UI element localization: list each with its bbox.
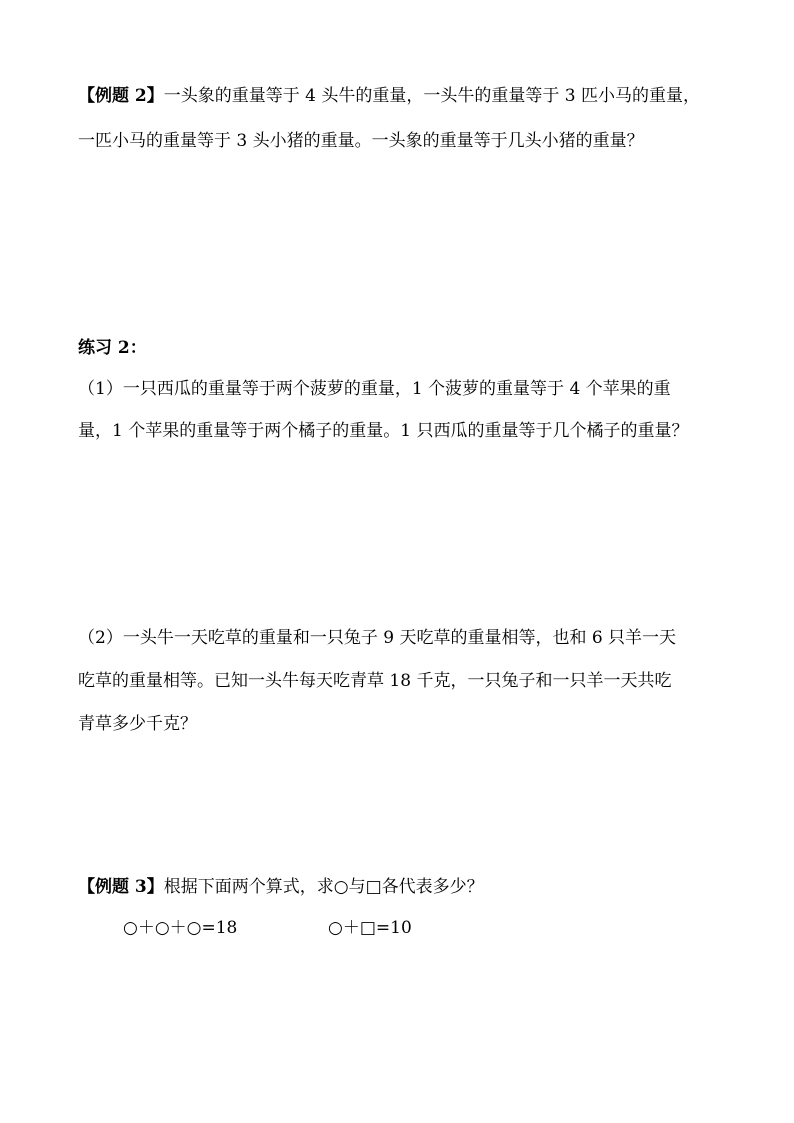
practice2-q2-line1: （2）一头牛一天吃草的重量和一只兔子 9 天吃草的重量相等，也和 6 只羊一天: [78, 628, 677, 648]
example3-formula1: ○＋○＋○=18: [123, 918, 238, 938]
example3-question: 根据下面两个算式，求○与□各代表多少？: [163, 877, 484, 897]
practice2-q1-line2: 量，1 个苹果的重量等于两个橘子的重量。1 只西瓜的重量等于几个橘子的重量？: [78, 421, 689, 441]
example3-formula2: ○＋□=10: [328, 918, 412, 938]
example2-line2: 一匹小马的重量等于 3 头小猪的重量。一头象的重量等于几头小猪的重量？: [78, 131, 644, 151]
example2-text-1: 一头象的重量等于 4 头牛的重量，一头牛的重量等于 3 匹小马的重量，: [163, 86, 700, 106]
example3-line: [78, 877, 484, 897]
example3-label: 【例题 3】: [78, 877, 164, 897]
practice2-q2-line3: 青草多少千克？: [78, 714, 197, 734]
practice2-label: 练习 2：: [78, 338, 147, 358]
practice2-q2-line2: 吃草的重量相等。已知一头牛每天吃青草 18 千克，一只兔子和一只羊一天共吃: [78, 671, 672, 691]
practice2-q1-line1: （1）一只西瓜的重量等于两个菠萝的重量，1 个菠萝的重量等于 4 个苹果的重: [78, 379, 671, 399]
example2-label: 【例题 2】: [78, 86, 164, 106]
example2-line1: [78, 86, 700, 106]
